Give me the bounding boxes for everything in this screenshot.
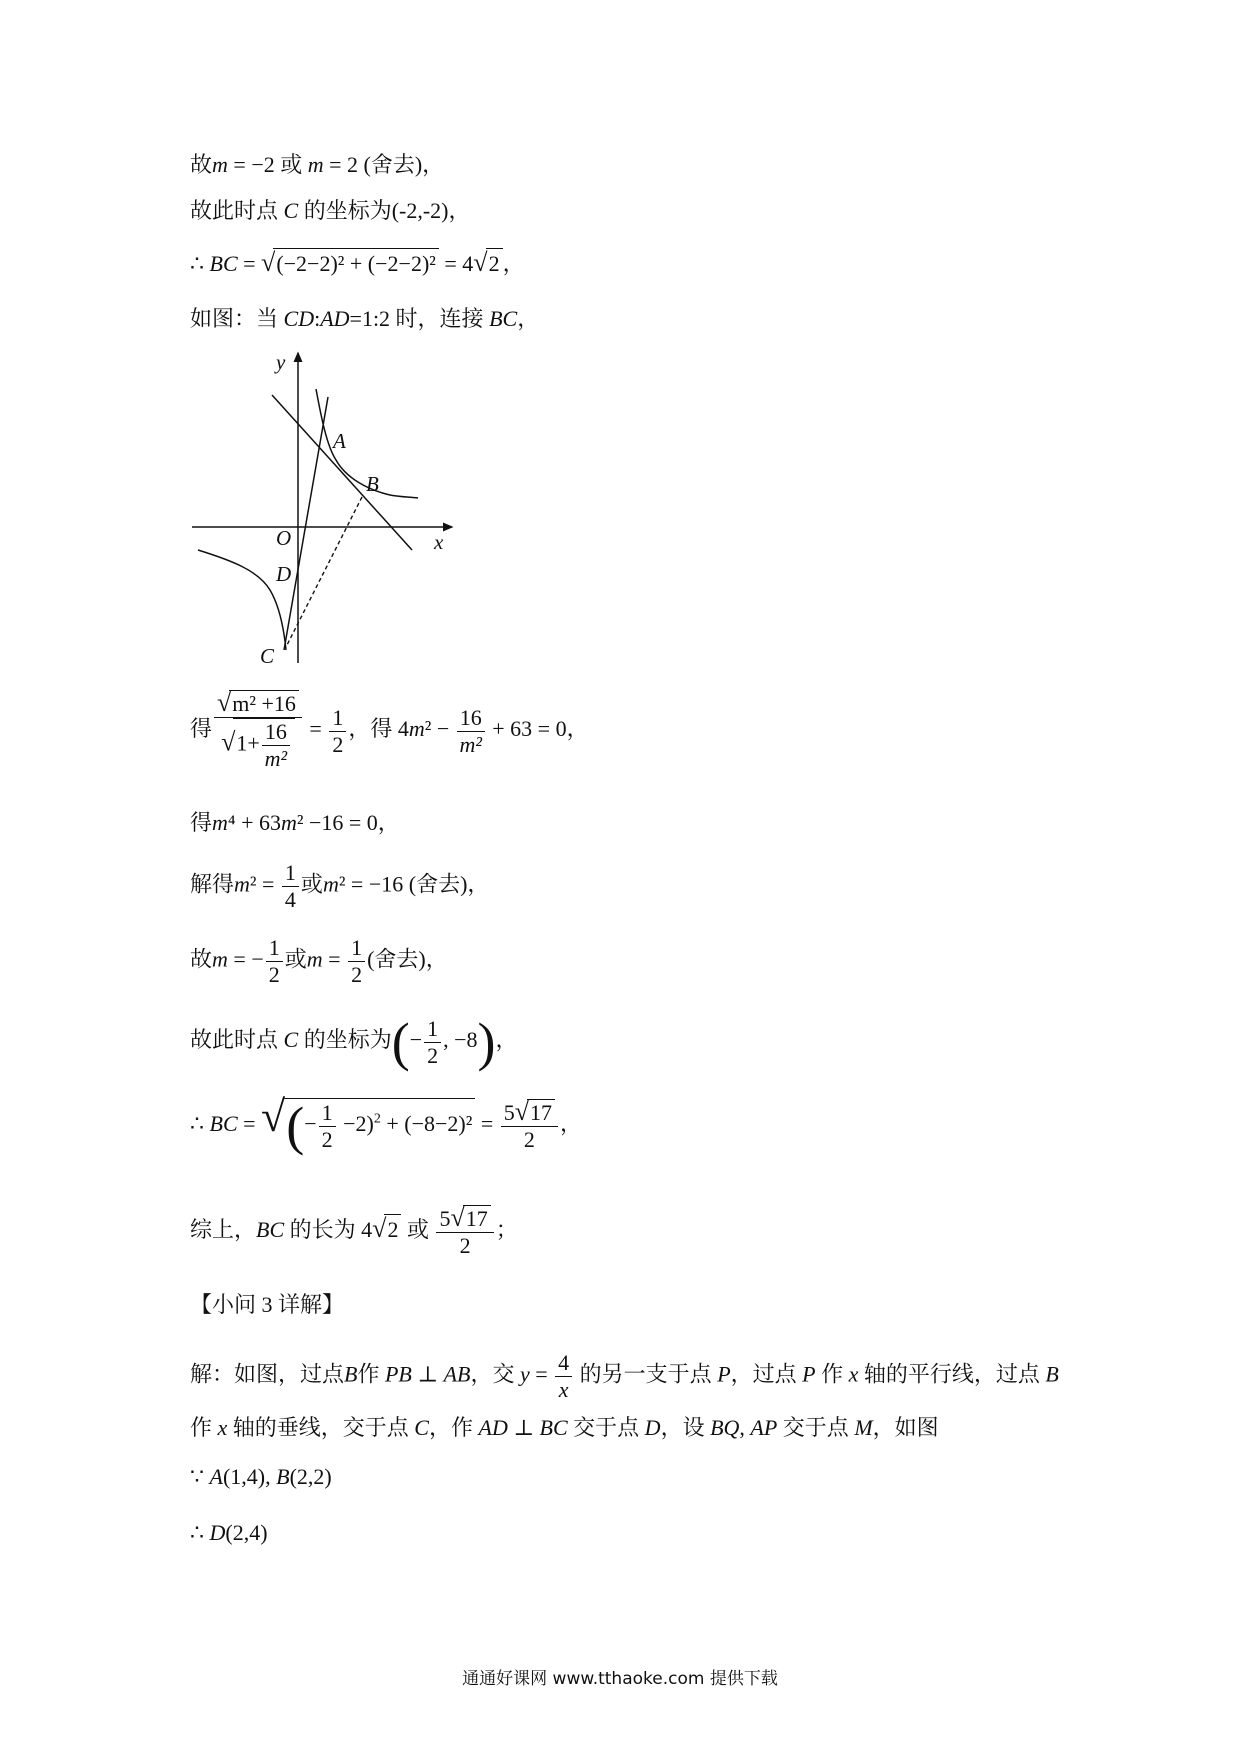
hyperbola-branch-third-quadrant — [198, 550, 286, 650]
label-a: A — [333, 429, 346, 453]
section-heading-part-3: 【小问 3 详解】 — [190, 1292, 345, 1317]
solution-line-15: ∵ A(1,4), B(2,2) — [190, 1464, 332, 1489]
line-acd — [284, 397, 328, 650]
sqrt-symbol: √ — [261, 1092, 286, 1142]
fraction: $\frac{1}{2}$ — [329, 705, 346, 758]
label-x: x — [434, 530, 444, 554]
label-d: D — [276, 562, 292, 586]
fraction: $\frac{1}{4}$ — [282, 860, 299, 913]
solution-line-4: 如图：当 CD:AD=1:2 时，连接 BC， — [190, 306, 540, 331]
solution-line-11: 综上，BC 的长为 4√2 或 $\frac{5√17}{2}$ ； — [190, 1203, 518, 1258]
solution-line-7: 解得m² = $\frac{1}{4}$ 或m² = −16 (舍去)， — [190, 860, 490, 912]
solution-line-8: 故m = − $\frac{1}{2}$ 或m = $\frac{1}{2}$ (舍去)， — [190, 935, 448, 987]
page-footer: 通通好课网 www.tthaoke.com 提供下载 — [462, 1669, 778, 1689]
fraction: $\frac{5√17}{2}$ — [436, 1205, 493, 1259]
sqrt-symbol: √ — [473, 248, 488, 277]
sqrt-symbol: √ — [372, 1214, 387, 1244]
solution-line-3: ∴ BC = √(−2−2)² + (−2−2)² = 4√2 ， — [190, 248, 525, 277]
solution-line-10: ∴ BC = √(− $\frac{1}{2}$ −2)$^2$ + (−8−2)² = $\frac{5√17}{2}$ ， — [190, 1092, 583, 1156]
fraction: $\frac{16}{\text{m²}}$ — [457, 705, 485, 758]
fraction: $\frac{1}{2}$ — [424, 1016, 441, 1069]
label-o: O — [276, 526, 292, 550]
fraction: $\frac{1}{2}$ — [266, 935, 283, 988]
fraction: $\frac{5√17}{2}$ — [501, 1099, 558, 1153]
solution-line-2: 故此时点 C 的坐标为(-2,-2)， — [190, 198, 471, 223]
solution-line-9: 故此时点 C 的坐标为(− $\frac{1}{2}$ , −8)， — [190, 1012, 518, 1072]
sqrt-symbol: √ — [261, 248, 276, 277]
solution-line-6: 得m⁴ + 63m² −16 = 0， — [190, 810, 400, 835]
solution-line-5: 得 √m² +16 √1+ $\frac{16}{\text{m²}}$ = $\frac{1}{2}$ ，得 4m² − $\frac{16}{\text{m²}}$ + 63 = 0， — [190, 688, 589, 771]
solution-line-16: ∴ D(2,4) — [190, 1520, 268, 1545]
fraction: √m² +16 √1+ $\frac{16}{\text{m²}}$ — [214, 690, 302, 772]
fraction: $\frac{1}{2}$ — [319, 1100, 336, 1153]
fraction: $\frac{4}{x}$ — [555, 1350, 572, 1403]
label-y: y — [276, 350, 286, 374]
label-c: C — [260, 644, 275, 668]
solution-line-14: 作 x 轴的垂线，交于点 C，作 AD ⊥ BC 交于点 D，设 BQ, AP 交于点 M，如图 — [190, 1415, 939, 1440]
label-b: B — [366, 472, 379, 496]
solution-line-1: 故m = −2 或 m = 2 (舍去)， — [190, 152, 445, 177]
function-graph-figure — [190, 345, 470, 675]
fraction: $\frac{1}{2}$ — [348, 935, 365, 988]
solution-line-13: 解：如图，过点B作 PB ⊥ AB，交 y = $\frac{4}{x}$ 的另一支于点 P，过点 P 作 x 轴的平行线，过点 B — [190, 1350, 1059, 1402]
